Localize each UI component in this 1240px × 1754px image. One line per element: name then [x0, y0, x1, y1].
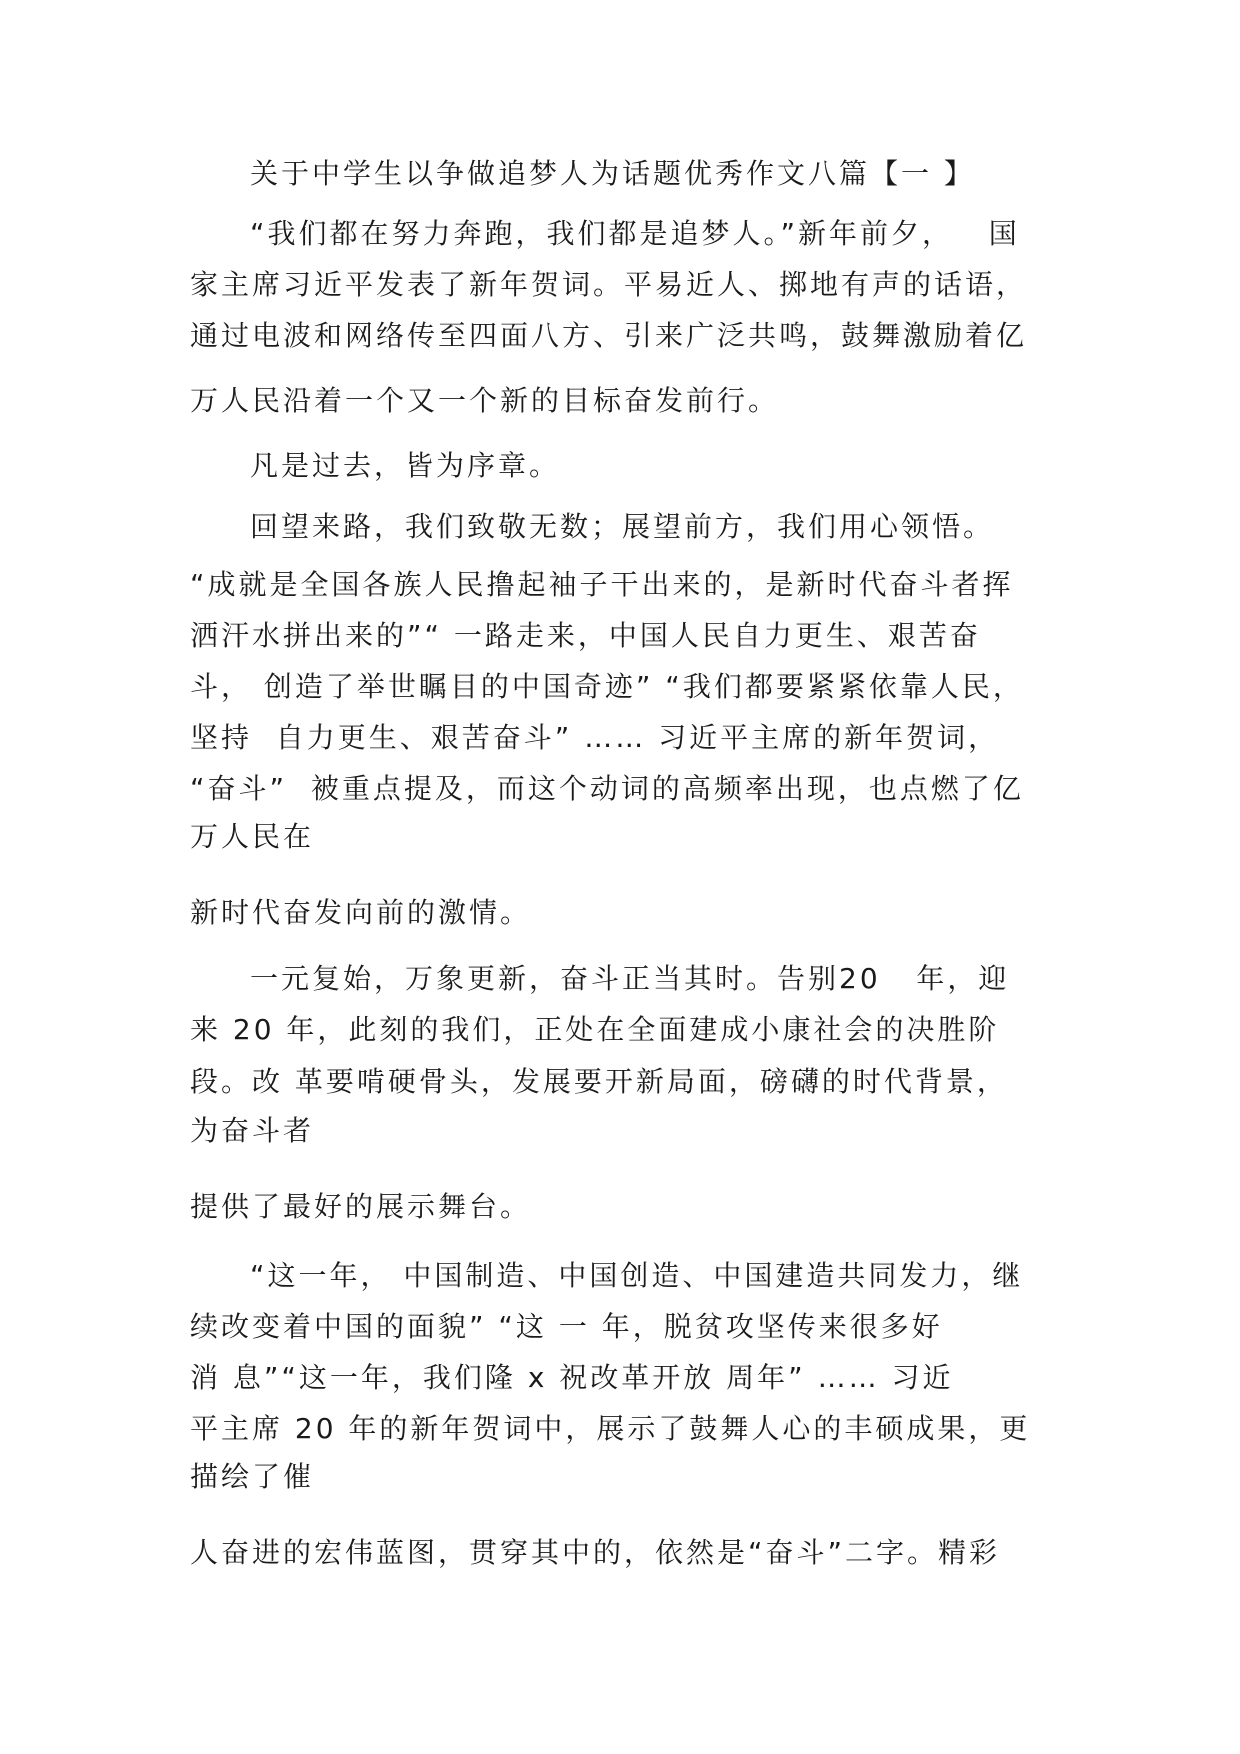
text-line: 通过电波和网络传至四面八方、引来广泛共鸣，鼓舞激励着亿 — [190, 319, 1028, 352]
text-line: 消 息”“这一年，我们隆 x 祝改革开放 周年” …… 习近 — [190, 1361, 954, 1394]
text-line: 凡是过去，皆为序章。 — [250, 449, 561, 482]
text-line: 家主席习近平发表了新年贺词。平易近人、掷地有声的话语， — [190, 268, 1028, 301]
text-line: 为奋斗者 — [190, 1114, 315, 1147]
text-line: 描绘了催 — [190, 1460, 315, 1493]
text-line: 提供了最好的展示舞台。 — [190, 1190, 532, 1223]
text-line: 一元复始，万象更新，奋斗正当其时。告别20 年，迎 — [250, 962, 1010, 995]
text-line: “我们都在努力奔跑，我们都是追梦人。”新年前夕， 国 — [250, 217, 1020, 250]
text-line: 续改变着中国的面貌” “这 一 年，脱贫攻坚传来很多好 — [190, 1310, 943, 1343]
text-line: 万人民在 — [190, 820, 315, 853]
text-line: 段。改 革要啃硬骨头，发展要开新局面，磅礴的时代背景， — [190, 1065, 1008, 1098]
text-line: “这一年， 中国制造、中国创造、中国建造共同发力，继 — [250, 1259, 1024, 1292]
text-line: “成就是全国各族人民撸起袖子干出来的，是新时代奋斗者挥 — [190, 568, 1014, 601]
text-line: 万人民沿着一个又一个新的目标奋发前行。 — [190, 384, 780, 417]
text-line: 回望来路，我们致敬无数；展望前方，我们用心领悟。 — [250, 510, 995, 543]
text-line: 洒汗水拼出来的”“ 一路走来，中国人民自力更生、艰苦奋 — [190, 619, 981, 652]
text-line: 新时代奋发向前的激情。 — [190, 896, 532, 929]
document-title: 关于中学生以争做追梦人为话题优秀作文八篇【一 】 — [250, 157, 975, 190]
text-line: 人奋进的宏伟蓝图，贯穿其中的，依然是“奋斗”二字。精彩 — [190, 1536, 1001, 1569]
text-line: 平主席 20 年的新年贺词中，展示了鼓舞人心的丰硕成果，更 — [190, 1412, 1031, 1445]
text-line: 坚持 自力更生、艰苦奋斗” …… 习近平主席的新年贺词， — [190, 721, 1000, 754]
text-line: 来 20 年，此刻的我们，正处在全面建成小康社会的决胜阶 — [190, 1013, 1000, 1046]
text-line: 斗， 创造了举世瞩目的中国奇迹” “我们都要紧紧依靠人民， — [190, 670, 1024, 703]
text-line: “奋斗” 被重点提及，而这个动词的高频率出现，也点燃了亿 — [190, 772, 1024, 805]
